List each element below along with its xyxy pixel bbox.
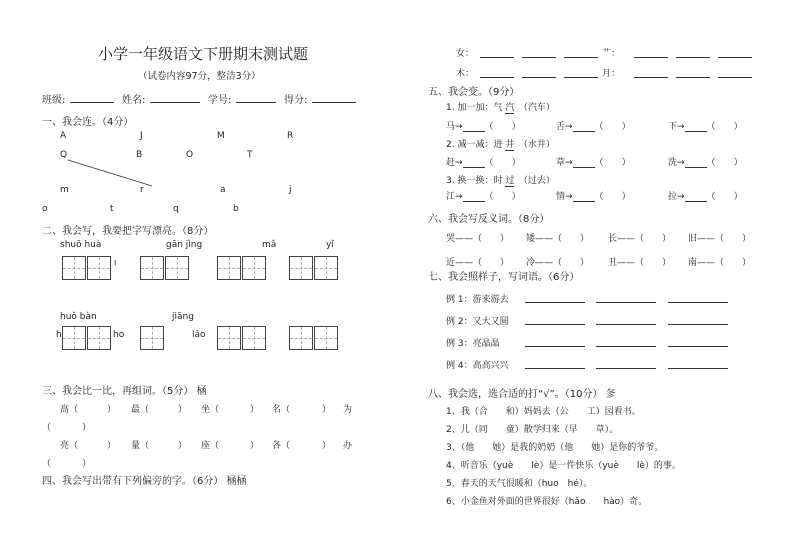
answer-line[interactable] [668,313,728,325]
name-label: 姓名: [122,95,146,106]
letter-O[interactable]: O [186,150,194,160]
section-7-title: 七、我会照样子，写词语。（6分） [428,272,580,283]
section-5-title: 五、我会变。（9分） [428,87,520,98]
compare-bracket[interactable]: ） [82,459,92,469]
answer-line[interactable] [668,291,728,303]
compare-bracket[interactable]: ） [250,405,260,415]
answer-line[interactable] [596,291,656,303]
compare-word: 办 [343,441,353,451]
letter-j[interactable]: j [289,185,292,195]
letter-a[interactable]: a [220,185,226,195]
radical-label: 月： [602,69,621,79]
transform-rule: 1. 加一加：气 汽 （汽车） [446,103,555,113]
transform-row: 江→ （ ） [446,192,521,202]
letter-M[interactable]: M [217,131,225,141]
writing-grid[interactable] [217,326,241,350]
pinyin-shuohua: shuō huà [60,240,102,250]
score-label: 得分: [284,95,308,106]
transform-row: 马→ （ ） [446,122,521,132]
connect-line [60,158,160,190]
compare-bracket[interactable]: ） [178,441,188,451]
answer-line[interactable] [718,66,752,78]
compare-word: 名（ [272,405,291,415]
letter-Q[interactable]: Q [60,150,68,160]
stray-mark: ho [113,330,125,340]
stray-mark: ı [114,258,117,268]
compare-bracket[interactable]: （ [42,423,52,433]
page-subtitle: （试卷内容97分，整洁3分） [138,71,261,82]
answer-line[interactable] [676,66,710,78]
pinyin-jiang: jiāng [172,312,194,322]
example-phrase: 例 2：又大又圆 [446,317,509,327]
answer-line[interactable] [525,335,585,347]
scan-mark: 㣊 [605,389,616,400]
section-3-title: 三、我会比一比，再组词。（5分） 㮀 [42,386,207,397]
transform-row: 下→ （ ） [668,122,743,132]
writing-grid[interactable] [289,326,313,350]
writing-grid[interactable] [314,256,338,280]
compare-word: 亮（ [60,441,79,451]
antonym-item[interactable]: 南——（ ） [688,258,752,268]
choice-sentence[interactable]: 3、（他 她）是我的奶奶（他 她）是你的爷爷。 [446,443,664,453]
stray-mark: h [56,330,62,340]
radical-label: 女： [456,49,475,59]
answer-line[interactable] [522,66,556,78]
choice-sentence[interactable]: 2、儿（同 童）散学归来（早 草）。 [446,425,619,435]
compare-word: 各（ [272,441,291,451]
score-field[interactable] [312,91,356,103]
compare-word: 为 [343,405,353,415]
letter-r[interactable]: r [140,185,144,195]
answer-line[interactable] [480,66,514,78]
antonym-item[interactable]: 哭——（ ） [446,234,510,244]
choice-sentence[interactable]: 5、春天的天气很暖和（huo hé）。 [446,479,593,489]
letter-b[interactable]: b [233,204,239,214]
antonym-item[interactable]: 冷——（ ） [526,258,590,268]
transform-row: 赶→ （ ） [446,158,521,168]
compare-bracket[interactable]: ） [250,441,260,451]
letter-t[interactable]: t [110,204,114,214]
section-6-title: 六、我会写反义词。（8分） [428,214,550,225]
antonym-item[interactable]: 近——（ ） [446,258,510,268]
compare-bracket[interactable]: ） [107,441,117,451]
example-phrase: 例 3：亮晶晶 [446,339,500,349]
letter-m[interactable]: m [60,185,69,195]
scan-mark: 㮀㮀 [226,476,247,487]
compare-word: 最（ [131,405,150,415]
example-phrase: 例 4：高高兴兴 [446,361,509,371]
section-1-title: 一、我会连。（4分） [42,117,134,128]
pinyin-ganjing: gān jìng [166,240,203,250]
transform-row: 拉→ （ ） [668,192,743,202]
answer-line[interactable] [668,357,728,369]
answer-line[interactable] [525,357,585,369]
class-field[interactable] [70,91,114,103]
answer-line[interactable] [525,313,585,325]
answer-line[interactable] [634,66,668,78]
scan-mark: 㮀 [196,386,207,397]
answer-line[interactable] [676,46,710,58]
letter-T[interactable]: T [247,150,253,160]
number-field[interactable] [236,91,276,103]
compare-bracket[interactable]: ） [178,405,188,415]
stray-mark: lāo [192,330,206,340]
letter-o[interactable]: o [42,204,48,214]
letter-A[interactable]: A [60,131,67,141]
compare-word: 座（ [201,441,220,451]
compare-word: 高（ [60,405,79,415]
answer-line[interactable] [564,46,598,58]
page-title: 小学一年级语文下册期末测试题 [98,45,309,63]
letter-B[interactable]: B [136,150,143,160]
letter-R[interactable]: R [287,131,294,141]
answer-line[interactable] [634,46,668,58]
transform-row: 洗→ （ ） [668,158,743,168]
answer-line[interactable] [564,66,598,78]
writing-grid[interactable] [165,256,189,280]
antonym-item[interactable]: 丑——（ ） [608,258,672,268]
transform-row: 舌→ （ ） [556,122,631,132]
choice-sentence[interactable]: 4、听音乐（yuè lè）是一件快乐（yuè lè）的事。 [446,461,681,471]
section-4-title: 四、我会写出带有下列偏旁的字。（6分） 㮀㮀 [42,476,247,487]
compare-bracket[interactable]: （ [42,459,52,469]
pinyin-yi: yǐ [326,240,334,250]
writing-grid[interactable] [62,256,86,280]
writing-grid[interactable] [242,256,266,280]
answer-line[interactable] [596,335,656,347]
compare-bracket[interactable]: ） [322,441,332,451]
writing-grid[interactable] [87,326,111,350]
section-2-title: 二、我会写，我要把字写漂亮。（8分） [42,226,214,237]
writing-grid[interactable] [289,256,313,280]
radical-label: 艹： [602,49,621,59]
radical-label: 木： [456,69,475,79]
answer-line[interactable] [718,46,752,58]
name-field[interactable] [150,91,200,103]
antonym-item[interactable]: 长——（ ） [608,234,672,244]
antonym-item[interactable]: 矮——（ ） [526,234,590,244]
writing-grid[interactable] [140,326,164,350]
class-label: 班级: [42,95,66,106]
section-8-title: 八、我会选，选合适的打“√”。（10分） 㣊 [428,389,616,400]
writing-grid[interactable] [87,256,111,280]
writing-grid[interactable] [140,256,164,280]
choice-sentence[interactable]: 6、小金鱼对外面的世界很好（hǎo hào）奇。 [446,497,648,507]
writing-grid[interactable] [62,326,86,350]
writing-grid[interactable] [314,326,338,350]
choice-sentence[interactable]: 1、我（合 和）妈妈去（公 工）园看书。 [446,407,641,417]
compare-bracket[interactable]: ） [322,405,332,415]
answer-line[interactable] [480,46,514,58]
letter-q[interactable]: q [173,204,179,214]
antonym-item[interactable]: 旧——（ ） [688,234,752,244]
answer-line[interactable] [522,46,556,58]
writing-grid[interactable] [217,256,241,280]
compare-bracket[interactable]: ） [82,423,92,433]
compare-word: 坐（ [201,405,220,415]
answer-line[interactable] [525,291,585,303]
transform-row: 情→ （ ） [556,192,631,202]
pinyin-ma: mǎ [262,240,277,250]
letter-J[interactable]: J [140,131,143,141]
number-label: 学号: [208,95,232,106]
answer-line[interactable] [596,313,656,325]
transform-rule: 2. 减一减：进 井 （水井） [446,140,555,150]
writing-grid[interactable] [242,326,266,350]
answer-line[interactable] [668,335,728,347]
transform-rule: 3. 换一换：时 过 （过去） [446,176,555,186]
compare-bracket[interactable]: ） [107,405,117,415]
compare-word: 量（ [131,441,150,451]
example-phrase: 例 1：游来游去 [446,295,509,305]
transform-row: 草→ （ ） [556,158,631,168]
pinyin-huoban: huǒ bàn [60,312,97,322]
answer-line[interactable] [596,357,656,369]
